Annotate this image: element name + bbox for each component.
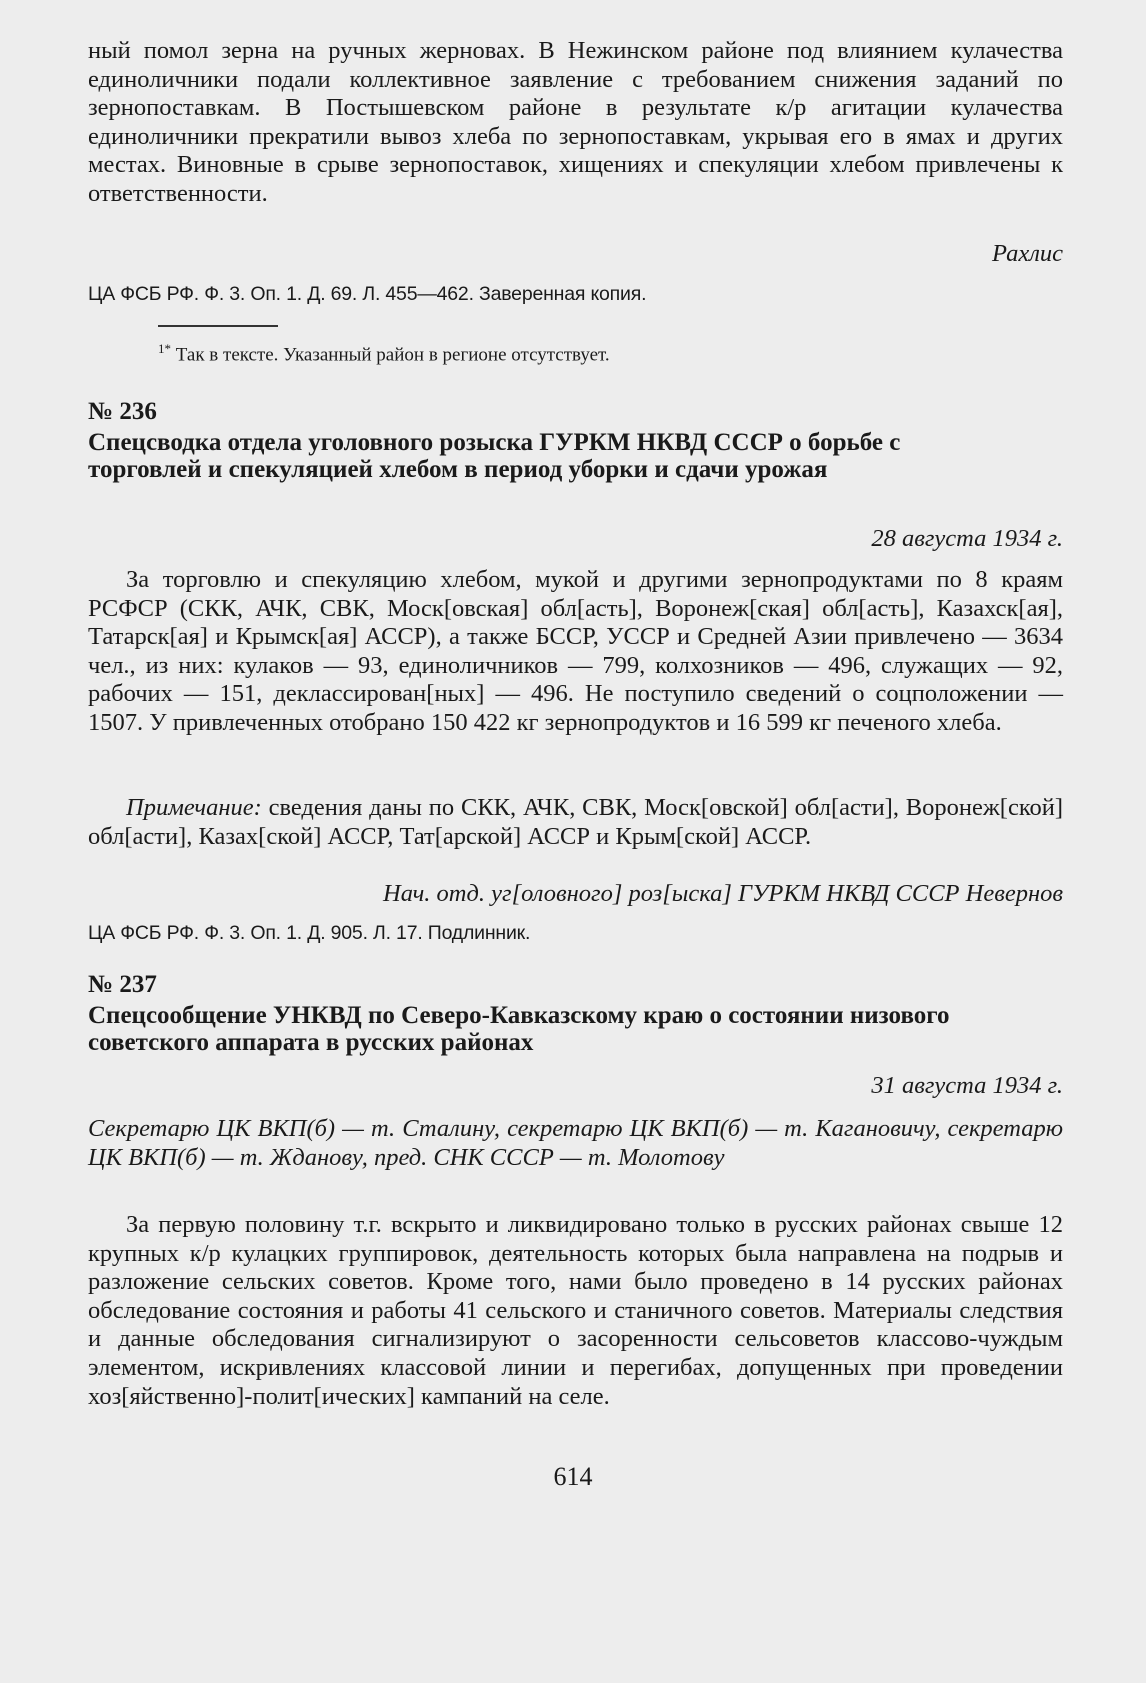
document-body: За первую половину т.г. вскрыто и ликвидировано только в русских районах свыше 12 крупных к/р кулацких группировок, деятельность которых была направлена на подрыв и разложение сельских советов. Кроме того, нами было проведено в 14 русских районах обследование состояния и работы 41 сельского и станичного советов. Материалы следствия и данные обследования сигнализируют о засоренности сельсоветов классово-чуждым элементом, искривлениях классовой линии и перегибах, допущенных при проведении хоз[яйственно]-полит[ических] кампаний на селе. xyxy=(88,1211,1063,1410)
document-title: Спецсообщение УНКВД по Северо-Кавказскому краю о состоянии низового советского аппарата в русских районах xyxy=(88,1002,950,1056)
archive-source: ЦА ФСБ РФ. Ф. 3. Оп. 1. Д. 905. Л. 17. Подлинник. xyxy=(88,922,531,944)
signature: Нач. отд. уг[оловного] роз[ыска] ГУРКМ НКВД СССР Невернов xyxy=(383,880,1063,907)
document-number: № 236 xyxy=(88,398,157,425)
footnote xyxy=(158,335,1058,370)
footnote-divider xyxy=(158,325,278,327)
document-date: 31 августа 1934 г. xyxy=(871,1072,1063,1099)
continuation-paragraph: ный помол зерна на ручных жерновах. В Нежинском районе под влиянием кулачества единоличники подали коллективное заявление с требованием снижения заданий по зернопоставкам. В Постышевском районе в результате к/р агитации кулачества единоличники прекратили вывоз хлеба по зернопоставкам, укрывая его в ямах и других местах. Виновные в срыве зернопоставок, хищениях и спекуляции хлебом привлечены к ответственности. xyxy=(88,37,1063,207)
note-text: сведения даны по СКК, АЧК, СВК, Моск[овской] обл[асти], Воронеж[ской] обл[асти], Казах[ской] АССР, Тат[арской] АССР и Крым[ской] АССР. xyxy=(88,794,1063,850)
archive-source: ЦА ФСБ РФ. Ф. 3. Оп. 1. Д. 69. Л. 455—462. Заверенная копия. xyxy=(88,283,647,305)
page-number: 614 xyxy=(553,1462,593,1491)
document-date: 28 августа 1934 г. xyxy=(871,525,1063,552)
footnote-mark: 1* xyxy=(158,341,171,356)
note-label: Примечание: xyxy=(126,794,262,821)
document-body: За торговлю и спекуляцию хлебом, мукой и другими зернопродуктами по 8 краям РСФСР (СКК, АЧК, СВК, Моск[овская] обл[асть], Воронеж[ская] обл[асть], Казахск[ая], Татарск[ая] и Крымск[ая] АССР), а также БССР, УССР и Средней Азии привлечено — 3634 чел., из них: кулаков — 93, единоличников — 799, колхозников — 496, служащих — 92, рабочих — 151, деклассирован[ных] — 496. Не поступило сведений о соцположении — 1507. У привлеченных отобрано 150 422 кг зернопродуктов и 16 599 кг печеного хлеба. xyxy=(88,566,1063,736)
footnote-text: Так в тексте. Указанный район в регионе отсутствует. xyxy=(171,344,610,366)
addressee: Секретарю ЦК ВКП(б) — т. Сталину, секретарю ЦК ВКП(б) — т. Кагановичу, секретарю ЦК ВКП(б) — т. Жданову, пред. СНК СССР — т. Молотову xyxy=(88,1115,1063,1171)
document-title: Спецсводка отдела уголовного розыска ГУРКМ НКВД СССР о борьбе с торговлей и спекуляцией хлебом в период уборки и сдачи урожая xyxy=(88,429,901,483)
document-number: № 237 xyxy=(88,971,157,998)
signature: Рахлис xyxy=(992,240,1063,267)
document-note xyxy=(88,794,1063,851)
